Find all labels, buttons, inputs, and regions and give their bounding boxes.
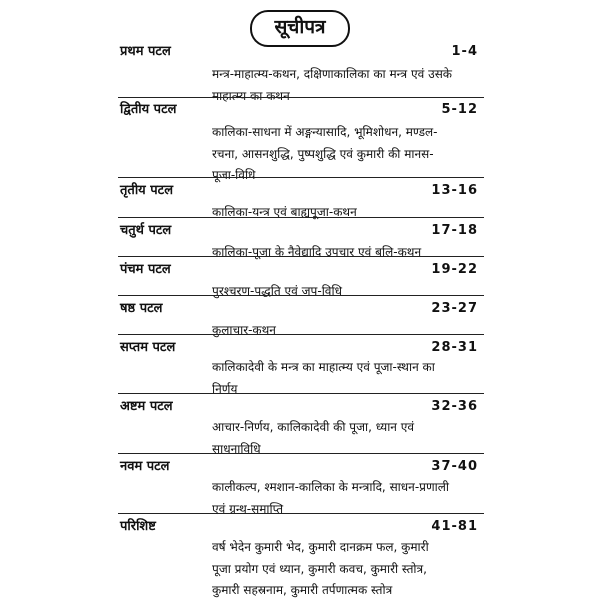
toc-description-line: माहात्म्य का कथन — [212, 88, 290, 103]
toc-entry-title: प्रथम पटल — [120, 44, 171, 59]
section-divider — [118, 513, 484, 514]
toc-description-line: निर्णय — [212, 381, 238, 396]
page-title: सूचीपत्र — [250, 10, 349, 47]
toc-entry-description — [212, 64, 480, 107]
toc-entry-title: नवम पटल — [120, 459, 170, 474]
toc-entry-description — [212, 202, 480, 224]
section-divider — [118, 295, 484, 296]
toc-entry-title: षष्ठ पटल — [120, 301, 163, 316]
toc-entry-pages: 13-16 — [431, 183, 478, 198]
toc-description-line: वर्ष भेदेन कुमारी भेद, कुमारी दानक्रम फल, कुमारी — [212, 540, 429, 554]
toc-description-line: साधनाविधि — [212, 441, 261, 456]
toc-description-line: कालिकादेवी के मन्त्र का माहात्म्य एवं पूजा-स्थान का — [212, 360, 435, 374]
toc-entry-pages: 41-81 — [431, 519, 478, 534]
toc-description-line: पूजा प्रयोग एवं ध्यान, कुमारी कवच, कुमारी स्तोत्र, — [212, 561, 427, 576]
toc-entry-description — [212, 537, 480, 602]
toc-entry-title: सप्तम पटल — [120, 340, 176, 355]
toc-entry-pages: 37-40 — [431, 459, 478, 474]
toc-description-line: रचना, आसनशुद्धि, पुष्पशुद्धि एवं कुमारी की मानस- — [212, 146, 434, 161]
toc-entry-pages: 17-18 — [431, 223, 478, 238]
section-divider — [118, 453, 484, 454]
toc-description-line: पूजा-विधि — [212, 168, 256, 182]
toc-description-line: कालीकल्प, श्मशान-कालिका के मन्त्रादि, साधन-प्रणाली — [212, 480, 450, 494]
toc-entry-pages: 23-27 — [431, 301, 478, 316]
toc-entry-title: चतुर्थ पटल — [120, 223, 172, 238]
toc-entry-pages: 5-12 — [441, 102, 478, 117]
toc-description-line: पुरश्चरण-पद्धति एवं जप-विधि — [212, 284, 342, 298]
toc-description-line: एवं ग्रन्थ-समाप्ति — [212, 501, 284, 516]
toc-entry-title: तृतीय पटल — [120, 183, 174, 198]
toc-entry-title: अष्टम पटल — [120, 399, 173, 414]
toc-description-line: कुमारी सहस्रनाम, कुमारी तर्पणात्मक स्तोत्र — [212, 583, 393, 597]
toc-description-line: कालिका-पूजा के नैवेद्यादि उपचार एवं बलि-कथन — [212, 245, 422, 259]
toc-entry-title: पंचम पटल — [120, 262, 171, 277]
toc-entry-title: द्वितीय पटल — [120, 102, 177, 117]
toc-description-line: कालिका-साधना में अङ्गन्यासादि, भूमिशोधन, मण्डल- — [212, 125, 438, 139]
section-divider — [118, 393, 484, 394]
section-divider — [118, 177, 484, 178]
section-divider — [118, 334, 484, 335]
toc-description-line: आचार-निर्णय, कालिकादेवी की पूजा, ध्यान एवं — [212, 420, 415, 434]
section-divider — [118, 256, 484, 257]
heading-wrap — [0, 10, 600, 47]
toc-description-line: मन्त्र-माहात्म्य-कथन, दक्षिणाकालिका का मन्त्र एवं उसके — [212, 67, 453, 81]
section-divider — [118, 217, 484, 218]
toc-entry-title: परिशिष्ट — [120, 519, 156, 534]
section-divider — [118, 97, 484, 98]
toc-entry-pages: 28-31 — [431, 340, 478, 355]
toc-entry-pages: 32-36 — [431, 399, 478, 414]
toc-description-line: कालिका-यन्त्र एवं बाह्यपूजा-कथन — [212, 205, 357, 219]
toc-entry-pages: 19-22 — [431, 262, 478, 277]
toc-entry-pages: 1-4 — [451, 44, 478, 59]
toc-description-line: कुलाचार-कथन — [212, 323, 276, 337]
